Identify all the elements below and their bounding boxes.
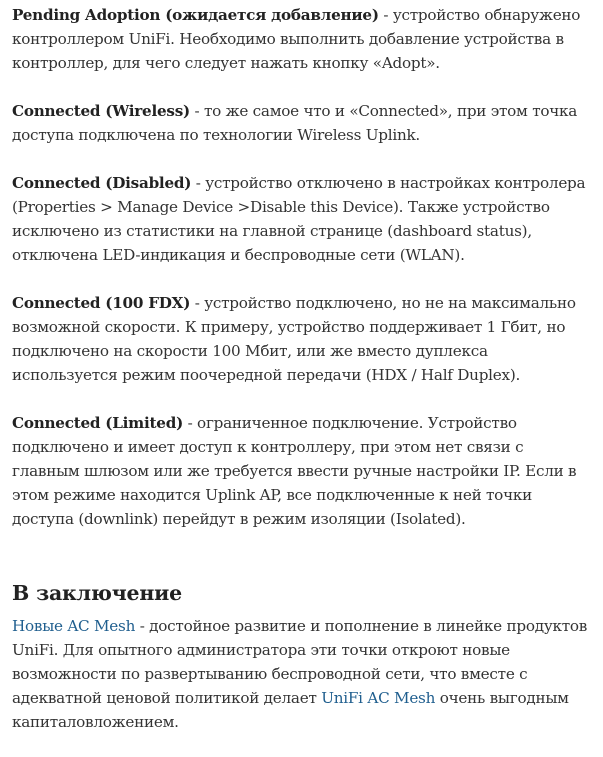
status-entry-connected-100fdx	[12, 291, 591, 387]
conclusion-paragraph	[12, 614, 591, 734]
status-description: - устройство обнаружено контроллером UniFi. Необходимо выполнить добавление устройства в контроллер, для чего следует нажать кнопку «Adopt».	[12, 6, 581, 72]
status-entry-pending-adoption	[12, 3, 591, 75]
status-description: - устройство отключено в настройках контролера (Properties > Manage Device >Disable this Device). Также устройство исключено из статистики на главной странице (dashboard status), отключена LED-индикация и беспроводные сети (WLAN).	[12, 174, 586, 264]
status-description: - то же самое что и «Connected», при этом точка доступа подключена по технологии Wireless Uplink.	[12, 102, 578, 144]
conclusion-text-end: очень выгодным капиталовложением.	[12, 689, 569, 731]
status-entry-connected-wireless	[12, 99, 591, 147]
status-term: Pending Adoption (ожидается добавление)	[12, 6, 379, 24]
status-term: Connected (100 FDX)	[12, 294, 191, 312]
status-entry-connected-disabled	[12, 171, 591, 267]
unifi-ac-mesh-link[interactable]: UniFi AC Mesh	[321, 689, 436, 707]
status-entry-connected-limited	[12, 411, 591, 531]
status-description: - ограниченное подключение. Устройство подключено и имеет доступ к контроллеру, при этом нет связи с главным шлюзом или же требуется ввести ручные настройки IP. Если в этом режиме находится Uplink AP, все подключенные к ней точки доступа (downlink) перейдут в режим изоляции (Isolated).	[12, 414, 577, 528]
status-term: Connected (Wireless)	[12, 102, 190, 120]
conclusion-heading: В заключение	[12, 581, 183, 605]
status-term: Connected (Limited)	[12, 414, 184, 432]
conclusion-text: - достойное развитие и пополнение в линейке продуктов UniFi. Для опытного администратора эти точки откроют новые возможности по развертыванию беспроводной сети, что вместе с адекватной ценовой политикой делает	[12, 617, 588, 707]
ac-mesh-link[interactable]: Новые AC Mesh	[12, 617, 136, 635]
status-term: Connected (Disabled)	[12, 174, 192, 192]
status-description: - устройство подключено, но не на максимально возможной скорости. К примеру, устройство поддерживает 1 Гбит, но подключено на скорости 100 Мбит, или же вместо дуплекса используется режим поочередной передачи (HDX / Half Duplex).	[12, 294, 576, 384]
